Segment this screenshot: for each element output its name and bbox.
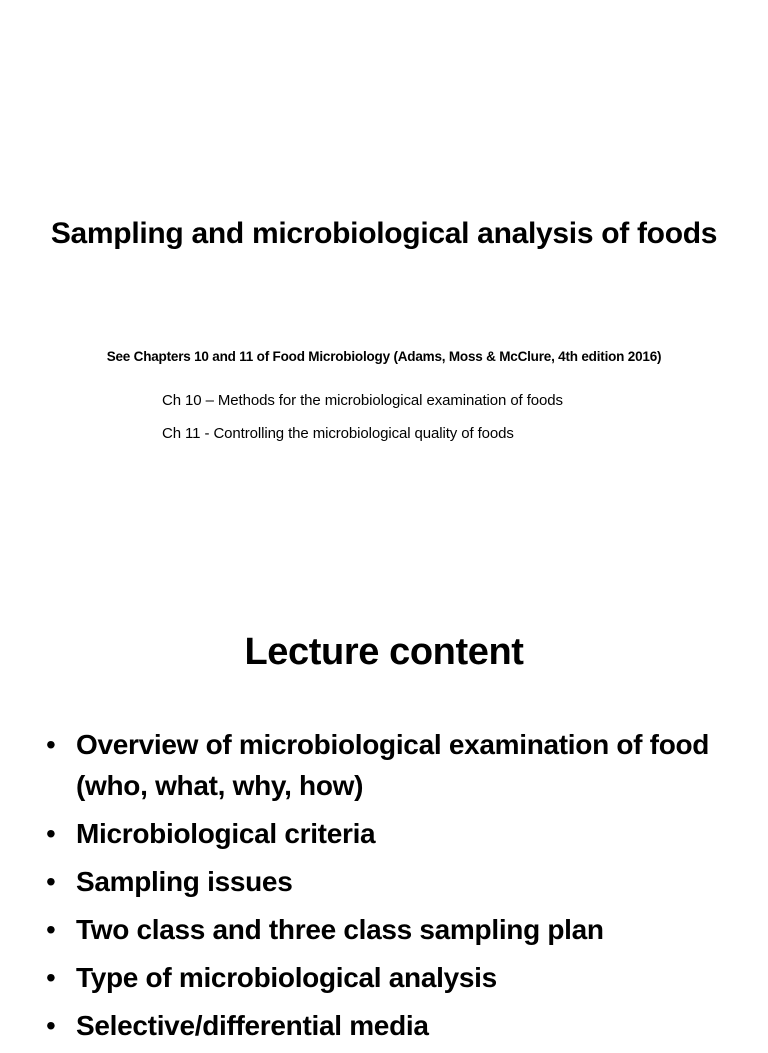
list-item-text: Selective/differential media — [76, 1010, 429, 1041]
bullet-icon: • — [46, 818, 56, 849]
slide-lecture-content — [0, 576, 768, 1041]
list-item — [46, 813, 726, 854]
list-item — [46, 724, 726, 806]
list-item — [46, 909, 726, 950]
list-item-text: Microbiological criteria — [76, 818, 376, 849]
bullet-icon: • — [46, 962, 56, 993]
list-item-text: Sampling issues — [76, 866, 293, 897]
list-item-text: Two class and three class sampling plan — [76, 914, 604, 945]
bullet-icon: • — [46, 866, 56, 897]
list-item — [46, 957, 726, 998]
lecture-content-list — [46, 724, 726, 1053]
bullet-icon: • — [46, 1010, 56, 1041]
chapter-reference: See Chapters 10 and 11 of Food Microbiology (Adams, Moss & McClure, 4th edition 2016) — [106, 349, 662, 364]
list-item — [46, 861, 726, 902]
list-item-text: Overview of microbiological examination of food (who, what, why, how) — [76, 729, 710, 801]
chapter-11-line: Ch 11 - Controlling the microbiological quality of foods — [162, 425, 514, 442]
lecture-content-heading: Lecture content — [244, 631, 524, 673]
list-item — [46, 1005, 726, 1046]
chapter-10-line: Ch 10 – Methods for the microbiological examination of foods — [162, 392, 563, 409]
slide-title-heading: Sampling and microbiological analysis of foods — [50, 217, 718, 250]
list-item-text: Type of microbiological analysis — [76, 962, 497, 993]
bullet-icon: • — [46, 729, 56, 760]
bullet-icon: • — [46, 914, 56, 945]
